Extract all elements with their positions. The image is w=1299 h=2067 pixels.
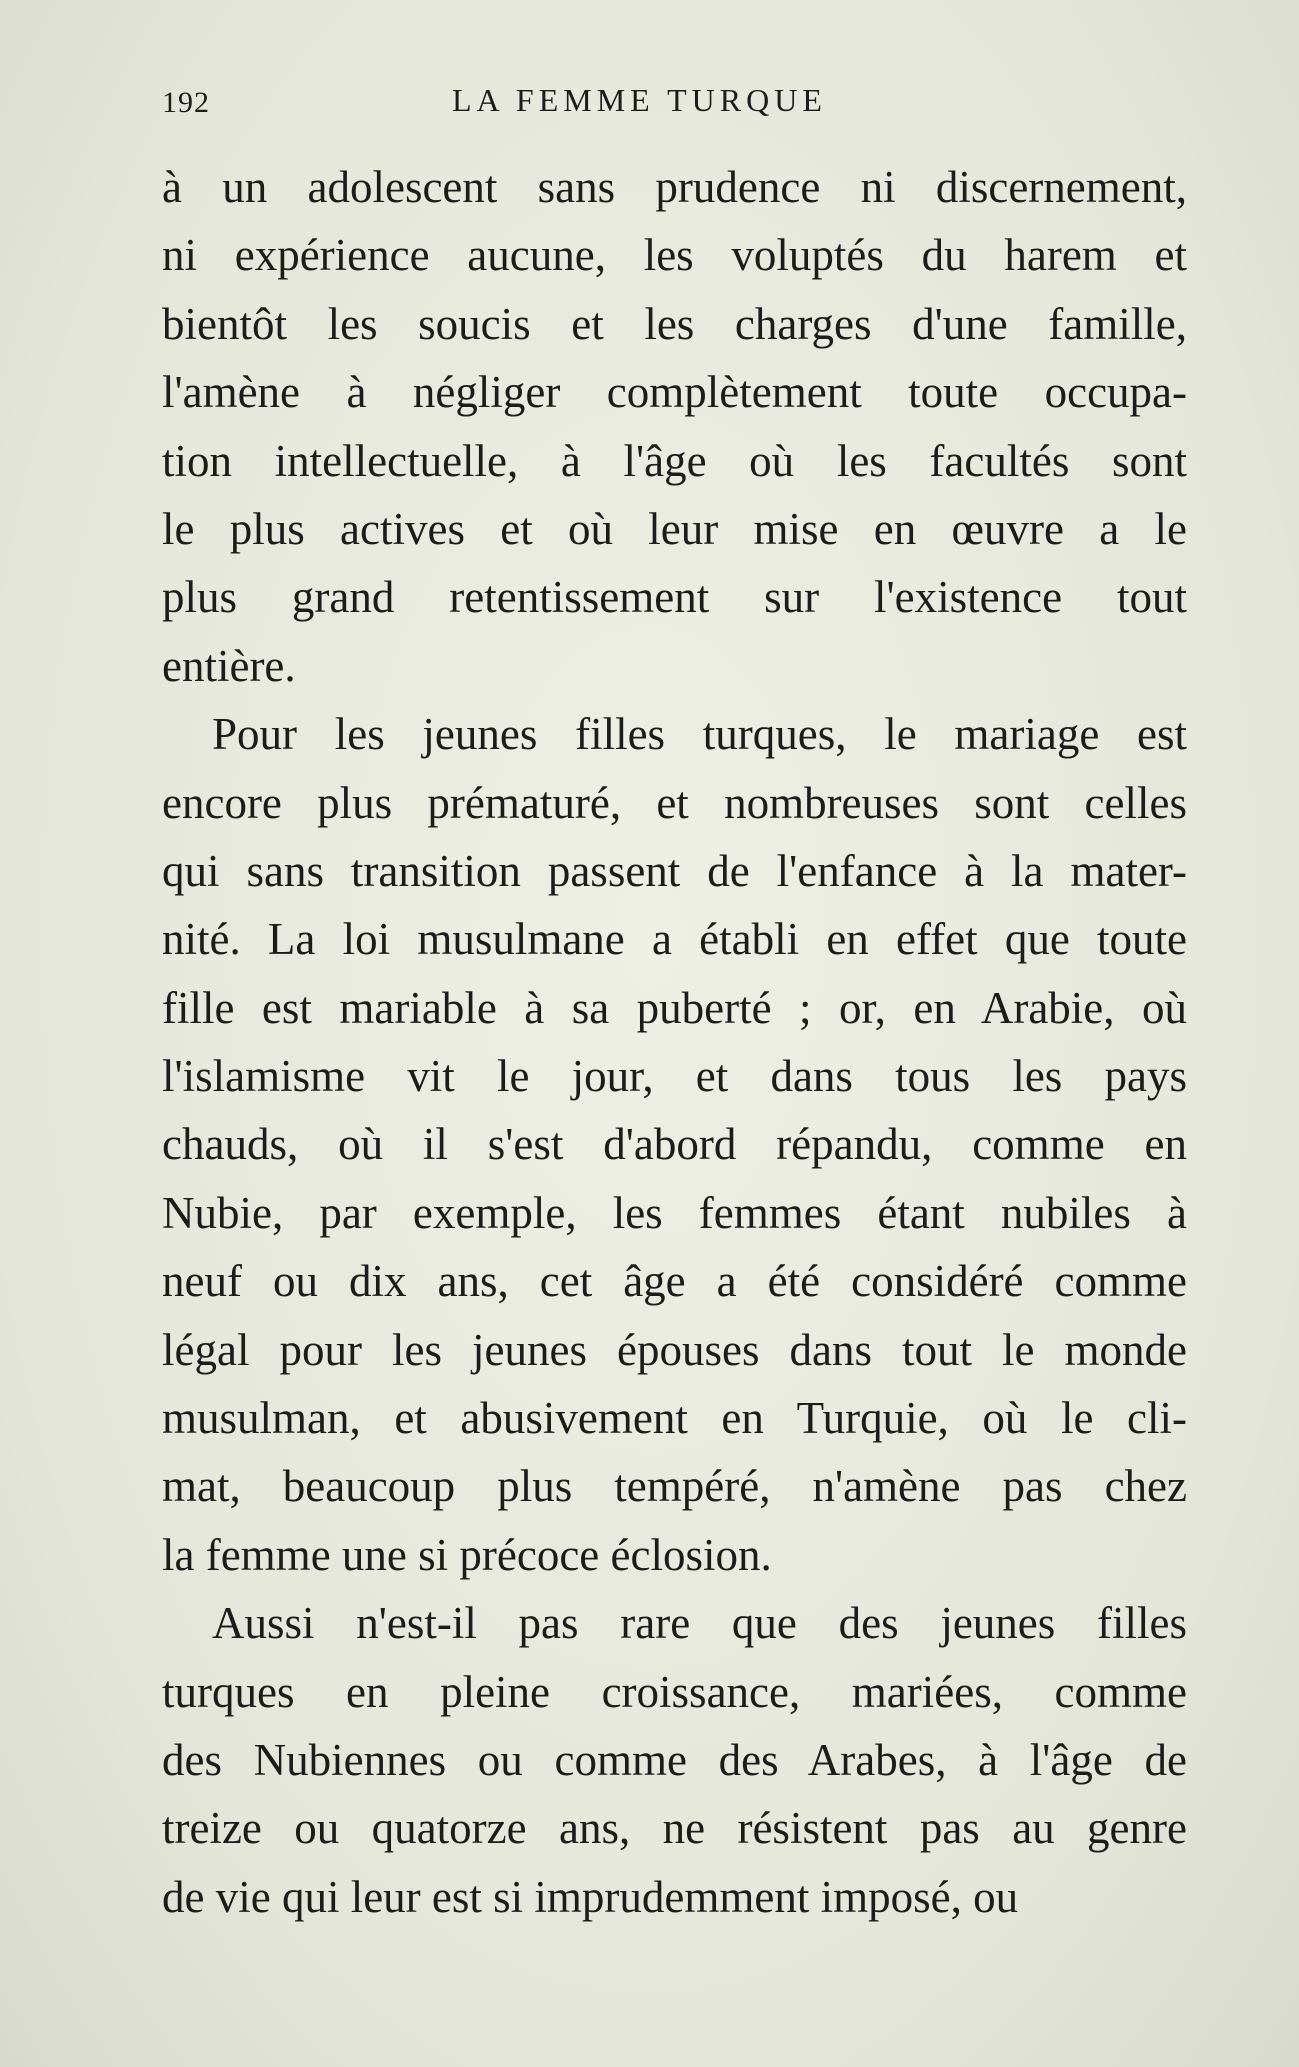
text-line: fille est mariable à sa puberté ; or, en Arabie, où — [162, 982, 1187, 1033]
text-line: mat, beaucoup plus tempéré, n'amène pas chez — [162, 1461, 1187, 1512]
text-line: l'islamisme vit le jour, et dans tous les pays — [162, 1051, 1187, 1102]
text-line: tion intellectuelle, à l'âge où les facultés sont — [162, 435, 1187, 486]
text-line: neuf ou dix ans, cet âge a été considéré comme — [162, 1256, 1187, 1307]
text-line: bientôt les soucis et les charges d'une famille, — [162, 298, 1187, 349]
text-line: treize ou quatorze ans, ne résistent pas au genre — [162, 1803, 1187, 1854]
body-text — [162, 153, 1187, 1931]
text-line: Nubie, par exemple, les femmes étant nubiles à — [162, 1187, 1187, 1238]
text-line: la femme une si précoce éclosion. — [162, 1529, 772, 1580]
page-number: 192 — [162, 86, 210, 119]
text-line: Pour les jeunes filles turques, le mariage est — [212, 709, 1187, 760]
text-line: qui sans transition passent de l'enfance à la mater- — [162, 845, 1187, 896]
text-line: entière. — [162, 640, 296, 691]
running-title: LA FEMME TURQUE — [452, 82, 827, 118]
paragraph — [162, 1589, 1187, 1931]
text-line: encore plus prématuré, et nombreuses sont celles — [162, 777, 1187, 828]
text-line: plus grand retentissement sur l'existence tout — [162, 572, 1187, 623]
text-line: des Nubiennes ou comme des Arabes, à l'âge de — [162, 1734, 1187, 1785]
text-line: turques en pleine croissance, mariées, comme — [162, 1666, 1187, 1717]
text-line: de vie qui leur est si imprudemment imposé, ou — [162, 1871, 1019, 1922]
text-line: musulman, et abusivement en Turquie, où le cli- — [162, 1393, 1187, 1444]
text-line: à un adolescent sans prudence ni discernement, — [162, 162, 1187, 212]
text-line: chauds, où il s'est d'abord répandu, comme en — [162, 1119, 1187, 1170]
paragraph — [162, 153, 1187, 700]
running-head — [162, 78, 1187, 128]
text-line: le plus actives et où leur mise en œuvre a le — [162, 503, 1187, 554]
text-line: nité. La loi musulmane a établi en effet que toute — [162, 914, 1187, 965]
paragraph — [162, 700, 1187, 1589]
text-line: légal pour les jeunes épouses dans tout le monde — [162, 1324, 1187, 1375]
text-line: l'amène à négliger complètement toute occupa- — [162, 367, 1187, 418]
text-line: ni expérience aucune, les voluptés du harem et — [162, 230, 1187, 281]
text-line: Aussi n'est-il pas rare que des jeunes filles — [212, 1598, 1187, 1649]
